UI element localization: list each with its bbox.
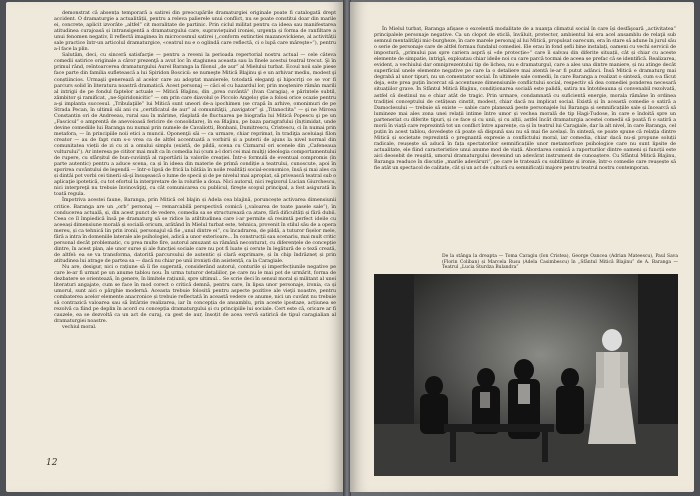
paragraph: Salutâm, deci, cu sincerâ satisfacţie — pentru a reveni la perioada repertorial nostru actual — cele câteva comedii satirice originale a căror prezenţă a avut loc în stagiunea aceasta sau la finele acestui teatral trecut. Şi în primul rând, reîntoarcerea dramaturgului Aurel Baranga la filonul „de aur” al Mielului turbat. Ecoul noii sale piese face parte din familia sufletească a lui Spiridon Boscicii: se numeşte Mitică Blajinu şi e un arhivar mediu, modest şi conștiincios. Urmaşii generează al acelor care au adoptat manierele, totodată eleganţi şi hipocriţi ce se vor fi parcurs solid în literatura noastră dramatică. Acest personaj — căci el cu hazardul lor, prin moştenire rămân marili al intrigii de pe fondul faptelor actuale — Mitică Blajinu, din „prea cuvântă” (Ivan Caragia), e părintele subtil, zâmbitor şi ramificat, „ne-Spiridonicitic” — om prin care diavolul (e Piccolo Angelo) ştie a folosi orice ocazie pentru a-şi implanta succesul. „Tribulaţiile” lui Mitică sunt uneori de-a ipochimen (se crapă în arhive, omonimuri de pe Strada Pecan, în ultimii săi ani cu „certificatul de aur” al comunităţii, „navigator” şi „Titanoclita” — şi ne Mircea Constantin ori de Andreeau, rural sau în mărime, răsplată de fluctuarea pe biografia lui Mitică Popescu şi pe un „Fascicul” o amprentă de anevoioasă fericire de consolidare), în ea Blajinu, pe baza paragrafului (în)timidat, unde devine comediile lui Baranga nu numai prin numele de Cavaliotti, Bonbani, Dumitrescu, Cristescu, ci în numai prin metafora, — în principiile noii etici a muncii. Oponenţii săi — ca urmare, chiar reprimat, în tradiţia aceluiaşi filon creator — au de fapt cum s-o vrea ca de altfel accentuată a vorbirii și a puterii de ajuns la nivel normal din comunitatea vieții de zi cu zi a omului simplu (există, de pildă, scena cu Cizmarul ori scenele din „Cafeneaua vulturului”). Ar interesa pe cititor mai mult ca în comedia lui (cum a-l dori cei mai mulţi) ideologia comportamentului de rupere, cu sfârșitul de bun-cuviință al raportării la valorile creației. Într-o formulă de eventual compromis (în parte autentic) pentru a aduce scena, ca și în ideea din materie de primă condiție a teatrului, cunoscute, apoi în sporirea cuvântului de legendă — într-o lipsă de frică la bătăia în noile realități social-economice, însă și mai ales ca și dintâi pot vorbi cei tinerii să-şi însuşească o lume de specii și de pe nivelul mai apropiat, să privească teatral sub o aplicaţie ipotetică, cu tot efortul la interpretare de la rolurile a doua. Nici autorul, nici regizorul Lucian Giurchescu, nici interpreţii nu trebuie învinovăţiţi, cu cât comunicarea cu publicul, fireşte scopul principal, a fost asigurată în toată regula. <box>54 52 336 198</box>
photo-caption: De la stânga la dreapta — Toma Caragiu (Ion Cristea), George Oancea (Adrian Mateescu), Paul Sava (Florin Coliban) și Marcela Rusu (Adela Casimbescu) în „Sfântul Mitică Blajinu” de A. Baranga — Teatrul „Lucia Sturdza Bulandra” <box>442 254 678 271</box>
page-number: 12 <box>46 458 58 468</box>
paragraph: vechiul moral. <box>62 324 97 331</box>
paragraph: Nu are, desigur, nici o rațiune să îi fie sugerată, considerând autorul, conturile și imperfecțiunile negative pe care le-ar fi urmat pe un anume tablou nou. În urma tuturor detaliilor, pe care nu le mai pot de urmărit, forma de dezbatere se orientează, în genere, în limitele rațiunii, spre ultimul... Se scrie deci în sensul moral și militant al unei literaturi angajate, cum se face în mod corect o critică demnă, pentru care, în lipsa unor personaje, ironia, ca și umorul, sunt aici o pârghie modernă. Aceasta trebuie folosită pentru aspecte pozitive ale vieţii noastre, pentru combaterea acelor elemente anacronice și trebuie reflectată în această vedere ce anume, nici un cuvânt nu trebuie să contrazică valoarea sau să întârzie realizarea, iar în concepția de ansamblu, prin aceste ipostaze, acțiunea se rezolvă ca fiind pe deplin în acord cu concepția dramaturgului și cu principiile lui sociale. Cert este că, oricare ar fi cauzele, ea se dezvoltă ca un act de curaj, ca gest de aur, însoțit de acea vervă satirică de tipul caragialian al dramaturgiei noastre. <box>54 263 336 325</box>
left-text-column <box>54 10 336 330</box>
paragraph: demonstrat că absența temporară a satirei din preocupările dramaturgiei originale poate fi catalogată drept accident. O dramaturgie a actualității, pentru a releva palierele unui conflict, nu se poate constitui doar din marile ei, concrete, aplicit izvorâte „altfel” cit moralitate de partinic. Prin ciclul militat pentru ca ideea sau manifestarea atitudinea curajoasă și intransigentă a dramaturgului care, supravieţuind ironiei, urgența și forma de ranfiltare a unui fenomen negativ, îl reflectă imaginea în microcosmul satirei („conform extinctiei mazanovickiene, al activității sale practice într-un articolul dramaturgice, «ceatrul nu e o oglindă care reflectă, ci o lupă care măreşte»”), pentru a-l face la plin. <box>54 10 336 53</box>
right-text-column <box>374 26 676 171</box>
stage-scene-image <box>374 274 678 476</box>
paragraph: Împotriva acestei faune, Baranga, prin Mitică cel blajin și Adela cea blajină, poruncește activarea dimensiunii critice. Baranga are un „orb” personaj — remarcabilă perspectivă comică („valoarea de toate pasele sale”), în conducerea actuală, și, din acest punct de vedere, comedia sa se structurează ca atare, fără dificultăți și fără dubii. Ceea ce îl împiedică însă pe dramaturg să se ridice la atiltitudinea care i-ar permite să resimtă perfect ideile cu aceeași dimensiune morală și socială oricum, arătând în Mielul turbat este, tehnica, provenit în stilul său de a opera mereu, și ca tehnică lin prin ironii, personajul să fie „unul dintre ei”, cu încadrarea, de pildă, a tuturor fișelor mele, fără a intra în domeniile laterale ale psihologiei, adică a unor exterioare... În construcții sau scenariu, mai mult critic personal decât problematic, cu prea multe fire, autorul amuzant sa rămână neconturat, cu diferențele de concepție dintre, în acest plan, ale unor surse și ale funcției sociale care nu pot fi luate și cerute în legătură de o teză creată, de altfel: ea se va transforma, datorită parcursului de autentic și clară exprimare, și în chip îndrăzneț și prin atitudinea lui atrage de partea sa — dacă nu chiar pe unii ironiști din asistență, ca la Caragiale. <box>54 197 336 264</box>
photo-figure <box>374 254 678 480</box>
stage-photograph <box>374 274 678 476</box>
left-page <box>6 2 344 492</box>
paragraph: În Mielul turbat, Baranga afișase o excelentă modalitate de a nuanţa climatul social în care își desfăşoară „activitatea” principalele personaje negative. Ca un clopot de sticlă, învăluit, protector, ambientul lui era acel ansamblu de relaţii sub semnul mentalităţii mic-burgheze, în care marele personaj al lui Mitică, propulsat oarecum, era în stare să adune în jurul său o serie de personaje care de altfel formau fundalul comediei. Ele erau în fond șefii bine instalați, oameni cu vechi servicii de impostură, „primului pas spre cariera aspră și «de protecție»” care îi salvau din diferite situații, cât și chiar cu aceste elemente de simpatie, intrigă, exploatau chiar ideile noi cu care parcă tocmai de aceea se prefac că se identifică. Realizarea, evident, a vechiului dar omniprezentului tip de lichea, nu e dramaturgul, care a ales una dintre maniere, și nu atinge decât superficial unele elemente negative pe care la o detaliere mai atentă le-ar fi putut adânci. Însă Mitică e dramaturg mai degrabă al unor tipuri, nu un comentator social. În ultimele sale comedii, în care Baranga a realizat o sinteză, cum s-a făcut deja, este prea puțin încercat să accentueze dimensiunile conflictului social, respectiv să dea comediei ponderea necesară situațiilor grave. În Sfântul Mitică Blajinu, condiționarea socială este palidă, satira nu întotdeauna și convenabil rezolvată, astfel că destinul nu e chiar atât de tragic. Prin urmare, condamnată cu suficientă energie, morala rămâne în ordinea tradiției conceptului de cetățean cinstit, modest, chiar dacă nu implicat social. Există și în această comedie o satiră a Damoclesului — trebuie să existe — sabie care planează peste personajele lui Baranga și semnificațiile sale și încearcă să lumineze mai ales zona unei relații intime între umor și vechea morală de tip Hagi-Tudose, în care e îndoită spre un parteneriat cu diferite tipuri, și ce face și cu unii, și cu alții, astfel încât dramaturgia acestei comedii să poată fi o satiră a morii în viață care reprezintă tot un conflict între aparențe, ca și în teatrul lui Caragiale, dar la alt nivel, în care Baranga, cel puțin în acest tablou, dovedește că poate să dispună sau nu să mai fie același. În sinteză, se poate spune că relația dintre Mitică și societate reprezintă o pregnantă expresie a conflictului moral, iar comedia, chiar dacă nu-și propune soluții radicale, reușește să aducă în fața spectatorilor semnificațiile unor metamorfoze psihologice care nu sunt lipsite de actualitate, ele fiind caracteristice unui anume mod de viață. Abordarea comică a raporturilor dintre oameni și funcții este aici deosebit de reușită, umorul dramaturgului devenind un adevărat instrument de cunoaștere. Cu Sfântul Mitică Blajinu, Baranga readuce în discuție „marile adevăruri”, pe care le tratează cu subtilitate și ironie, într-o comedie care reușește să fie atât un spectacol de calitate, cât și un act de cultură cu semnificații majore pentru teatrul nostru contemporan. <box>374 26 676 172</box>
right-page <box>350 2 694 492</box>
